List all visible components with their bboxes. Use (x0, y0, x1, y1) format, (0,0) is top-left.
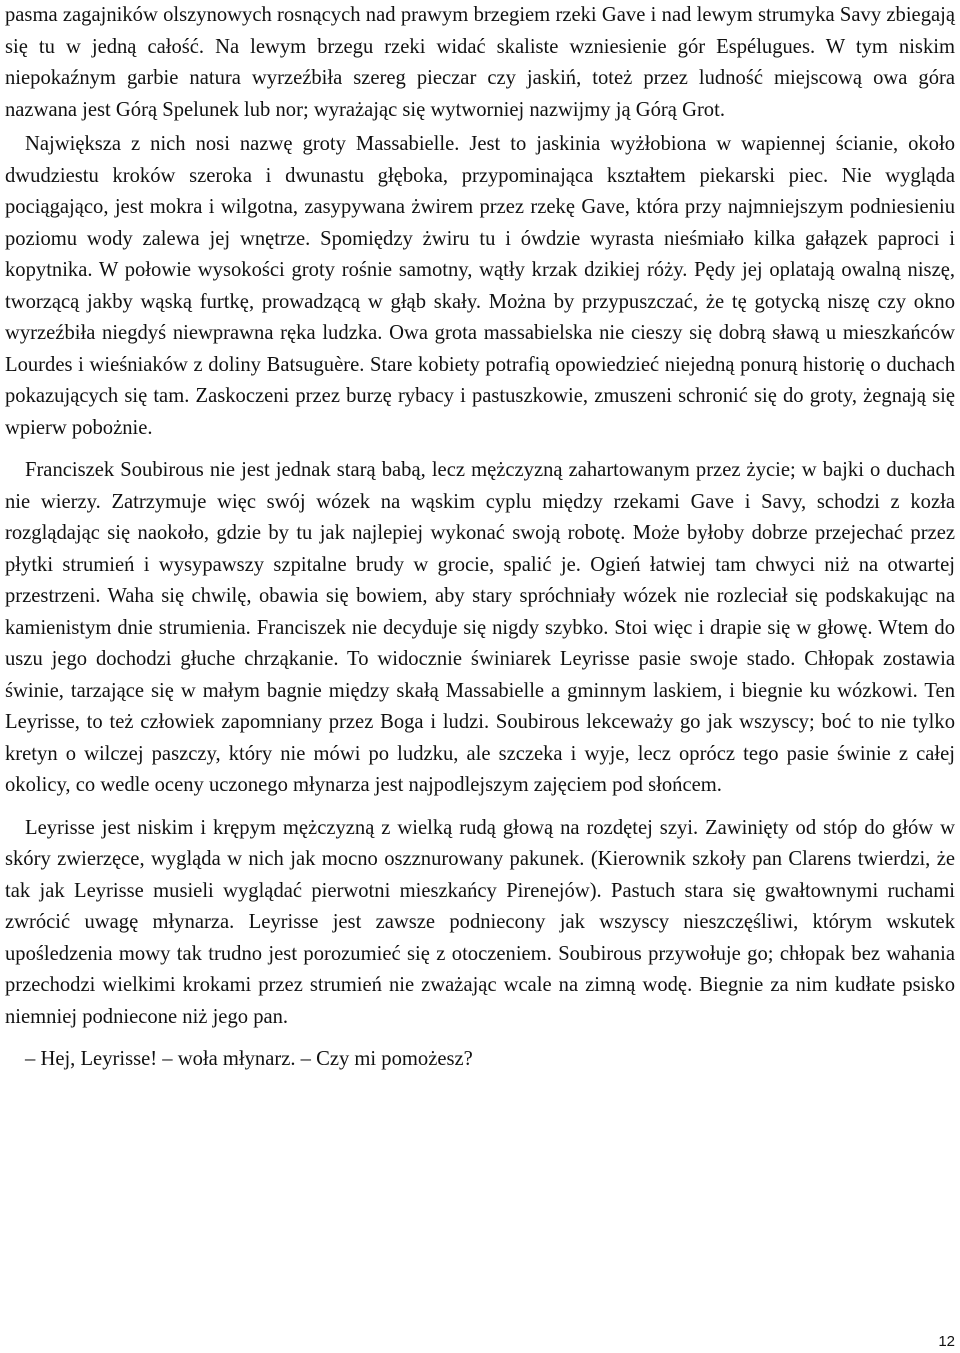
paragraph-2: Największa z nich nosi nazwę groty Massabielle. Jest to jaskinia wyżłobiona w wapiennej ścianie, około dwudziestu kroków szeroka i dwunastu głęboka, przypominająca kształtem piekarski piec. Nie wygląda pociągająco, jest mokra i wilgotna, zasypywana żwirem przez rzekę Gave, która przy najmniejszym podniesieniu poziomu wody zalewa jej wnętrze. Spomiędzy żwiru tu i ówdzie wyrasta nieśmiało kilka gałązek paproci i kopytnika. W połowie wysokości groty rośnie samotny, wątły krzak dzikiej róży. Pędy jej oplatają owalną niszę, tworzącą jakby wąską furtkę, prowadzącą w głąb skały. Można by przypuszczać, że tę gotycką niszę czy okno wyrzeźbiła niegdyś niewprawna ręka ludzka. Owa grota massabielska nie cieszy się dobrą sławą u mieszkańców Lourdes i wieśniaków z doliny Batsuguère. Stare kobiety potrafią opowiedzieć niejedną ponurą historię o duchach pokazujących się tam. Zaskoczeni przez burzę rybacy i pastuszkowie, zmuszeni schronić się do groty, żegnają się wpierw pobożnie. (5, 133, 955, 439)
paragraph-3: Franciszek Soubirous nie jest jednak starą babą, lecz mężczyzną zahartowanym przez życie; w bajki o duchach nie wierzy. Zatrzymuje więc swój wózek na wąskim cyplu między rzekami Gave i Savy, schodzi z kozła rozglądając się naokoło, gdzie by tu jak najlepiej wykonać swoją robotę. Może byłoby dobrze przejechać przez płytki strumień i wysypawszy szpitalne brudy w grocie, spalić je. Ogień łatwiej tam chwyci niż na otwartej przestrzeni. Waha się chwilę, obawia się bowiem, aby stary spróchniały wózek nie rozleciał się podskakując na kamienistym dnie strumienia. Franciszek nie decyduje się nigdy szybko. Stoi więc i drapie się w głowę. Wtem do uszu jego dochodzi głuche chrząkanie. To widocznie świniarek Leyrisse pasie swoje stado. Chłopak zostawia świnie, tarzające się w małym bagnie między skałą Massabielle a gminnym laskiem, i biegnie ku wózkowi. Ten Leyrisse, to też człowiek zapomniany przez Boga i ludzi. Soubirous lekceważy go jak wszyscy; boć to nie tylko kretyn o wilczej paszczy, który nie mówi po ludzku, ale szczeka i wyje, lecz oprócz tego pasie świnie z całej okolicy, co wedle oceny uczonego młynarza jest najpodlejszym zajęciem pod słońcem. (5, 459, 955, 796)
page-number: 12 (938, 1333, 955, 1350)
paragraph-4: Leyrisse jest niskim i krępym mężczyzną z wielką rudą głową na rozdętej szyi. Zawinięty od stóp do głów w skóry zwierzęce, wygląda w nich jak mocno oszznurowany pakunek. (Kierownik szkoły pan Clarens twierdzi, że tak jak Leyrisse musieli wyglądać pierwotni mieszkańcy Pirenejów). Pastuch stara się gwałtownymi ruchami zwrócić uwagę młynarza. Leyrisse jest zawsze podniecony jak wszyscy nieszczęśliwi, którym wskutek upośledzenia mowy tak trudno jest porozumieć się z otoczeniem. Soubirous przywołuje go; chłopak bez wahania przechodzi wielkimi krokami przez strumień nie zważając wcale na zimną wodę. Biegnie za nim kudłate psisko niemniej podniecone niż jego pan. (5, 816, 955, 1028)
document-page (5, 0, 955, 1076)
paragraph-5-dialogue: – Hej, Leyrisse! – woła młynarz. – Czy mi pomożesz? (25, 1048, 473, 1070)
paragraph-1: pasma zagajników olszynowych rosnących nad prawym brzegiem rzeki Gave i nad lewym strumyka Savy zbiegają się tu w jedną całość. Na lewym brzegu rzeki widać skaliste wzniesienie gór Espélugues. W tym niskim niepokaźnym garbie natura wyrzeźbiła szereg pieczar czy jaskiń, toteż przez ludność miejscową owa góra nazwana jest Górą Spelunek lub nor; wyrażając się wytworniej nazwijmy ją Górą Grot. (5, 4, 955, 121)
